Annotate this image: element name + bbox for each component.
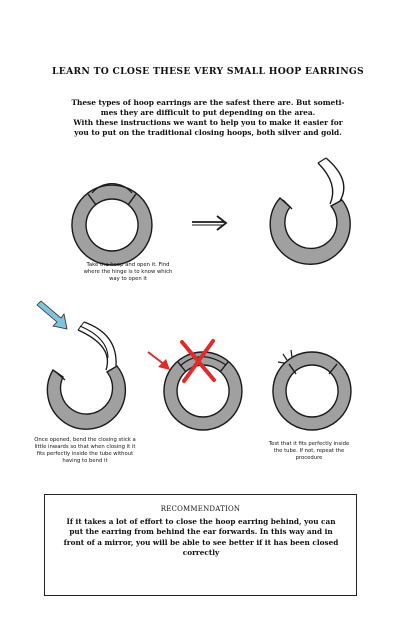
step1-caption [70, 262, 186, 283]
intro-line: you to put on the traditional closing hoops, both silver and gold. [74, 128, 342, 137]
recommendation-title: RECOMMENDATION [160, 505, 241, 513]
step3-caption-line: procedure [295, 455, 323, 461]
step1-caption-line: way to open it [109, 276, 147, 282]
blue-arrow-icon [37, 301, 67, 329]
recommendation-line: put the earring from behind the ear forwards. In this way and in [69, 527, 333, 537]
recommendation-line: front of a mirror, you will be able to see better if it has been closed [63, 537, 339, 547]
hoop-closed-icon [72, 184, 152, 265]
step2-caption-line: Once opened, bend the closing stick a [34, 437, 136, 443]
step1-caption-line: Take the hoop and open it. Find [86, 262, 170, 268]
hoop-open-icon [270, 158, 350, 264]
step2-caption-line: fits perfectly inside the tube without [36, 451, 134, 457]
red-arrow-icon [148, 352, 170, 370]
step2-caption-line: having to bend it [62, 458, 108, 464]
intro-line: mes they are difficult to put depending on the area. [100, 108, 316, 117]
step3-caption-line: the tube. If not, repeat the [273, 448, 345, 454]
intro-line: These types of hoop earrings are the safest there are. But someti- [71, 98, 345, 107]
recommendation-line: correctly [182, 547, 220, 557]
recommendation-line: If it takes a lot of effort to close the hoop earring behind, you can [66, 517, 336, 526]
bent-stick-hoop-icon [47, 322, 125, 429]
step3-caption-line: Test that it fits perfectly inside [268, 441, 350, 447]
recommendation-box [44, 494, 357, 596]
recommendation-text [51, 517, 351, 558]
hoop-check-icon [273, 350, 351, 430]
intro-line: With these instructions we want to help you to make it easier for [73, 118, 343, 127]
arrow-right-icon [192, 216, 226, 230]
page-title: LEARN TO CLOSE THESE VERY SMALL HOOP EARRINGS [52, 66, 364, 77]
step3-caption [246, 441, 372, 462]
step1-caption-line: where the hinge is to know which [83, 269, 173, 275]
hoop-wrong-icon [164, 352, 242, 430]
step2-caption [22, 437, 148, 465]
step2-caption-line: little inwards so that when closing it it [34, 444, 136, 450]
